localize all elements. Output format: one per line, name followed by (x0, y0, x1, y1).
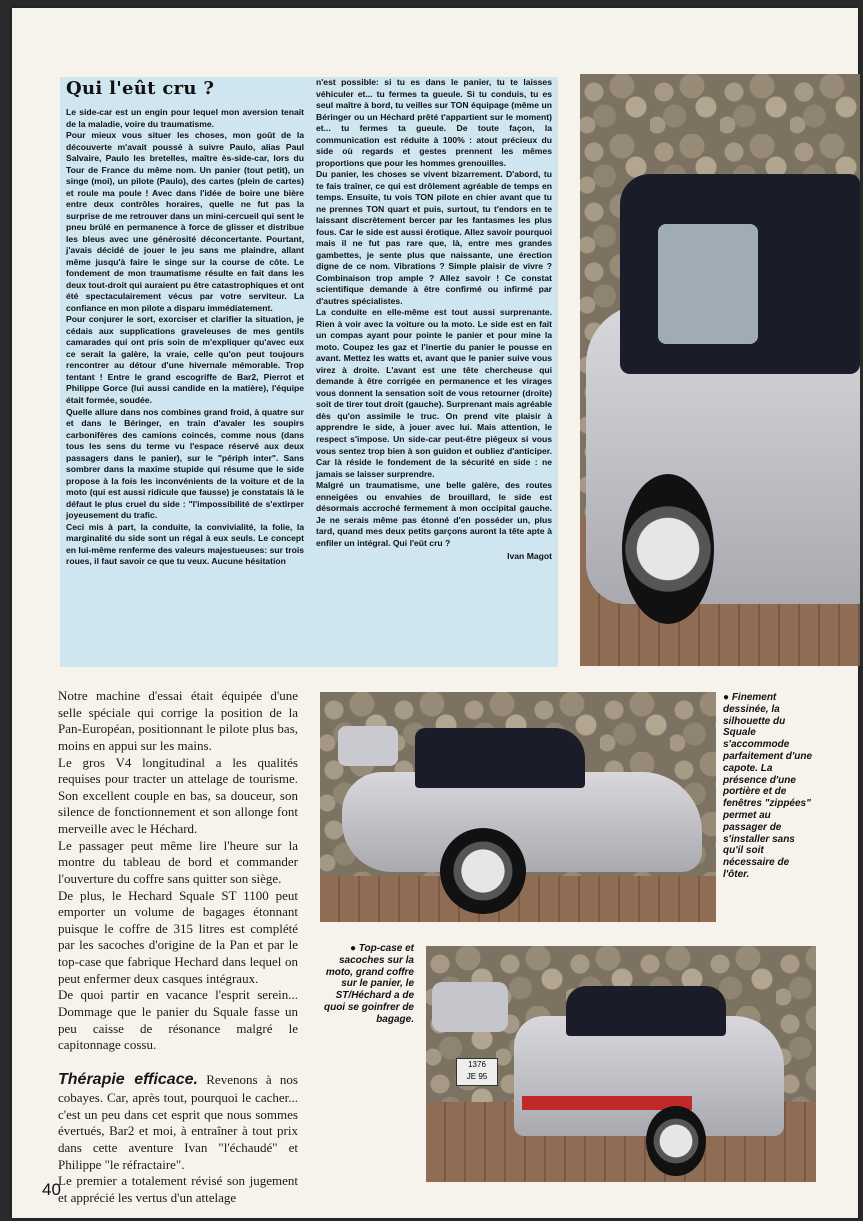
sidebar-paragraph: Malgré un traumatisme, une belle galère, des routes enneigées ou envahies de brouillard, le side est désormais accroché fermement à mon occipital gauche. Je ne serais même pas étonné d'en posséder un, plus tard, quand mes deux petits garçons auront la tête apte à enfiler un intégral. Qui l'eût cru ? (316, 480, 552, 548)
sidecar-wheel (646, 1106, 706, 1176)
therapy-text: Revenons à nos cobayes. Car, après tout, pourquoi le cacher... c'est un peu dans cet esprit que nous sommes évertués, Bar2 et moi, à entraîner à tout prix dans cette aventure Ivan "l'échaudé" et Philippe "le réfractaire". (58, 1071, 298, 1172)
photo-car-closeup (580, 74, 860, 666)
photo-rear-view (426, 946, 816, 1182)
sidebar-paragraph: Pour conjurer le sort, exorciser et clarifier la situation, je cédais aux supplications graveleuses de mes gentils camarades qui ont pris soin de m'expliquer qu'avec eux ce serait la galère, la vraie, celle qu'on peut toujours rencontrer au détour d'une hivernale mémorable. Trop tentant ! Entre le grand escogriffe de Bar2, Pierrot et Philippe Gorce (lui aussi candide en la matière), l'équipe était formée, soudée. (66, 314, 304, 405)
page-number: 40 (42, 1180, 61, 1199)
sidecar-wheel (440, 828, 526, 914)
sidebar-column-1 (66, 77, 304, 568)
body-paragraph: Le passager peut même lire l'heure sur la montre du tableau de bord et commander l'ouverture du coffre sans quitter son siège. (58, 837, 298, 886)
body-paragraph: Le premier a totalement révisé son jugement et apprécié les vertus d'un attelage (58, 1173, 298, 1205)
sidebar-box (60, 77, 558, 667)
sidebar-paragraph: Du panier, les choses se vivent bizarrement. D'abord, tu te fais traîner, ce qui est drôlement agréable de temps en temps. Ensuite, tu vois TON pilote en chier avant que tu ne prennes TON quart et puis, surtout, tu t'endors en te laissant discrètement bercer par les fantasmes les plus fous. Car le side est aussi érotique. Allez savoir pourquoi mais il ne fut pas rare que, là, entre mes grandes gambettes, je sente plus que naissante, une érection digne de ce nom. Vibrations ? Simple plaisir de vivre ? Combinaison trop ample ? Allez savoir ! Ce constat scientifique demande à être confirmé ou infirmé par d'autres spécialistes. (316, 169, 552, 306)
sidebar-paragraph: La conduite en elle-même est tout aussi surprenante. Rien à voir avec la voiture ou la moto. Le side est en fait un compas ayant pour pointe le panier et pour mine la moto. Coupez les gaz et l'inertie du panier le pousse en avant. Mettez les watts et, avant que le panier suive vous virez à droite. L'avant est une tête chercheuse qui demande à être corrigée en permanence et les virages vous donnent la sensation soit de vous retourner (droite) soit de tirer tout droit (gauche). Surprenant mais agréable dès qu'on assimile le truc. On prend vite plaisir à apprendre le side, à jouer avec lui. Mais attention, le respect s'impose. Un side-car peut-être piégeux si vous vous sentez trop bien à son guidon et oubliez d'anticiper. Car là réside le fondement de la sécurité en side : ne jamais se laisser surprendre. (316, 307, 552, 479)
therapy-heading: Thérapie efficace. (58, 1070, 198, 1088)
sidebar-title: Qui l'eût cru ? (66, 78, 215, 99)
sidebar-paragraph: Le side-car est un engin pour lequel mon aversion tenait de la maladie, voire du traumatisme. (66, 107, 304, 129)
soft-top (566, 986, 726, 1036)
car-wheel (622, 474, 714, 624)
top-case (338, 726, 398, 766)
body-paragraph: De plus, le Hechard Squale ST 1100 peut emporter un volume de bagages étonnant puisque le coffre de 315 litres est complété par les sacoches d'origine de la Pan et par le top-case que fabrique Hechard dans lequel on peut enfermer deux casques intégraux. (58, 887, 298, 986)
body-paragraph: De quoi partir en vacance l'esprit serein... Dommage que le panier du Squale fasse un peu caisse de résonance malgré le capitonnage cossu. (58, 987, 298, 1053)
sidebar-paragraph: Ceci mis à part, la conduite, la convivialité, la folie, la marginalité du side sont un régal à eux seuls. Le concept en lui-même renferme des valeurs majestueuses: sur trois roues, il faut savoir ce que tu veux. Aucune hésitation (66, 521, 304, 567)
photo-side-view (320, 692, 716, 922)
sidebar-signature: Ivan Magot (507, 551, 552, 562)
main-column (58, 688, 298, 1207)
car-window (658, 224, 758, 344)
soft-top (415, 728, 585, 788)
top-case (432, 982, 508, 1032)
sidebar-paragraph: n'est possible: si tu es dans le panier, tu te laisses véhiculer et... tu fermes ta gueule. Si tu conduis, tu es seul maître à bord, tu veilles sur TON équipage (même un Béringer ou un Héchard prêté t'appartient sur le moment) et... tu fermes ta gueule. De toute façon, la communication est réduite à 100% : atout précieux du side où regards et gestes prennent les mêmes proportions que pour les hommes grenouilles. (316, 77, 552, 168)
body-paragraph: Notre machine d'essai était équipée d'une selle spéciale qui corrige la position de la Pan-Européan, positionnant le pilote plus bas, moins en appui sur les mains. (58, 688, 298, 753)
sidebar-column-2 (316, 77, 552, 563)
caption-side-photo: ● Finement dessinée, la silhouette du Squale s'accommode parfaitement d'une capote. La présence d'une portière et de fenêtres "zippées" permet au passager de s'installer sans qu'il soit nécessaire de l'ôter. (723, 692, 813, 880)
license-plate: 1376 JE 95 (456, 1058, 498, 1086)
sidebar-paragraph: Pour mieux vous situer les choses, mon goût de la découverte m'avait poussé à suivre Paulo, alias Paul Salvaire, Paulo les bretelles, maître ès-side-car, lors du Tour de France du même nom. Un panier (tout petit), un singe (moi), un pilote (Paulo), des cartes (plein de cartes) et roule ma poule ! Avec dans l'idée de boire une bière entre deux contrôles horaires, quelle ne fut pas la surprise de me retrouver dans un mini-cercueil qui sent le pneu brûlé en permanence à force de glisser et distribue les bleus avec une générosité déconcertante. Pourtant, j'avais décidé de jouer le jeu sans me plaindre, allant même jusqu'à faire le singe sur la course de côte. Le fondement de mon traumatisme résulte en fait dans les deux tout-droit qui auraient pu être catastrophiques et ont été spectaculairement vécus par votre serviteur. La confiance en mon pilote a disparu immédiatement. (66, 130, 304, 313)
caption-rear-photo: ● Top-case et sacoches sur la moto, grand coffre sur le panier, le ST/Héchard a de quoi se goinfrer de bagage. (323, 943, 414, 1025)
body-paragraph: Le gros V4 longitudinal a les qualités requises pour tracter un attelage de tourisme. Son excellent couple en bas, sa douceur, son silence de fonctionnement et son allonge font merveille avec le Héchard. (58, 754, 298, 836)
therapy-paragraph (58, 1070, 298, 1174)
sidebar-paragraph: Quelle allure dans nos combines grand froid, à quatre sur et dans le Béringer, en train d'avaler les soupirs carbonifères des camions coincés, comme nous (dans tous les sens du terme vu l'espace réservé aux deux passagers dans le panier), sur le "périph inter". Sans sombrer dans la maxime stupide qui résume que le side propose à la fois les inconvénients de la voiture et de la moto (qui est aussi ridicule que fausse) je constatais là le défaut le plus cruel du side : "l'impossibilité de s'extirper joyeusement du trafic. (66, 406, 304, 521)
